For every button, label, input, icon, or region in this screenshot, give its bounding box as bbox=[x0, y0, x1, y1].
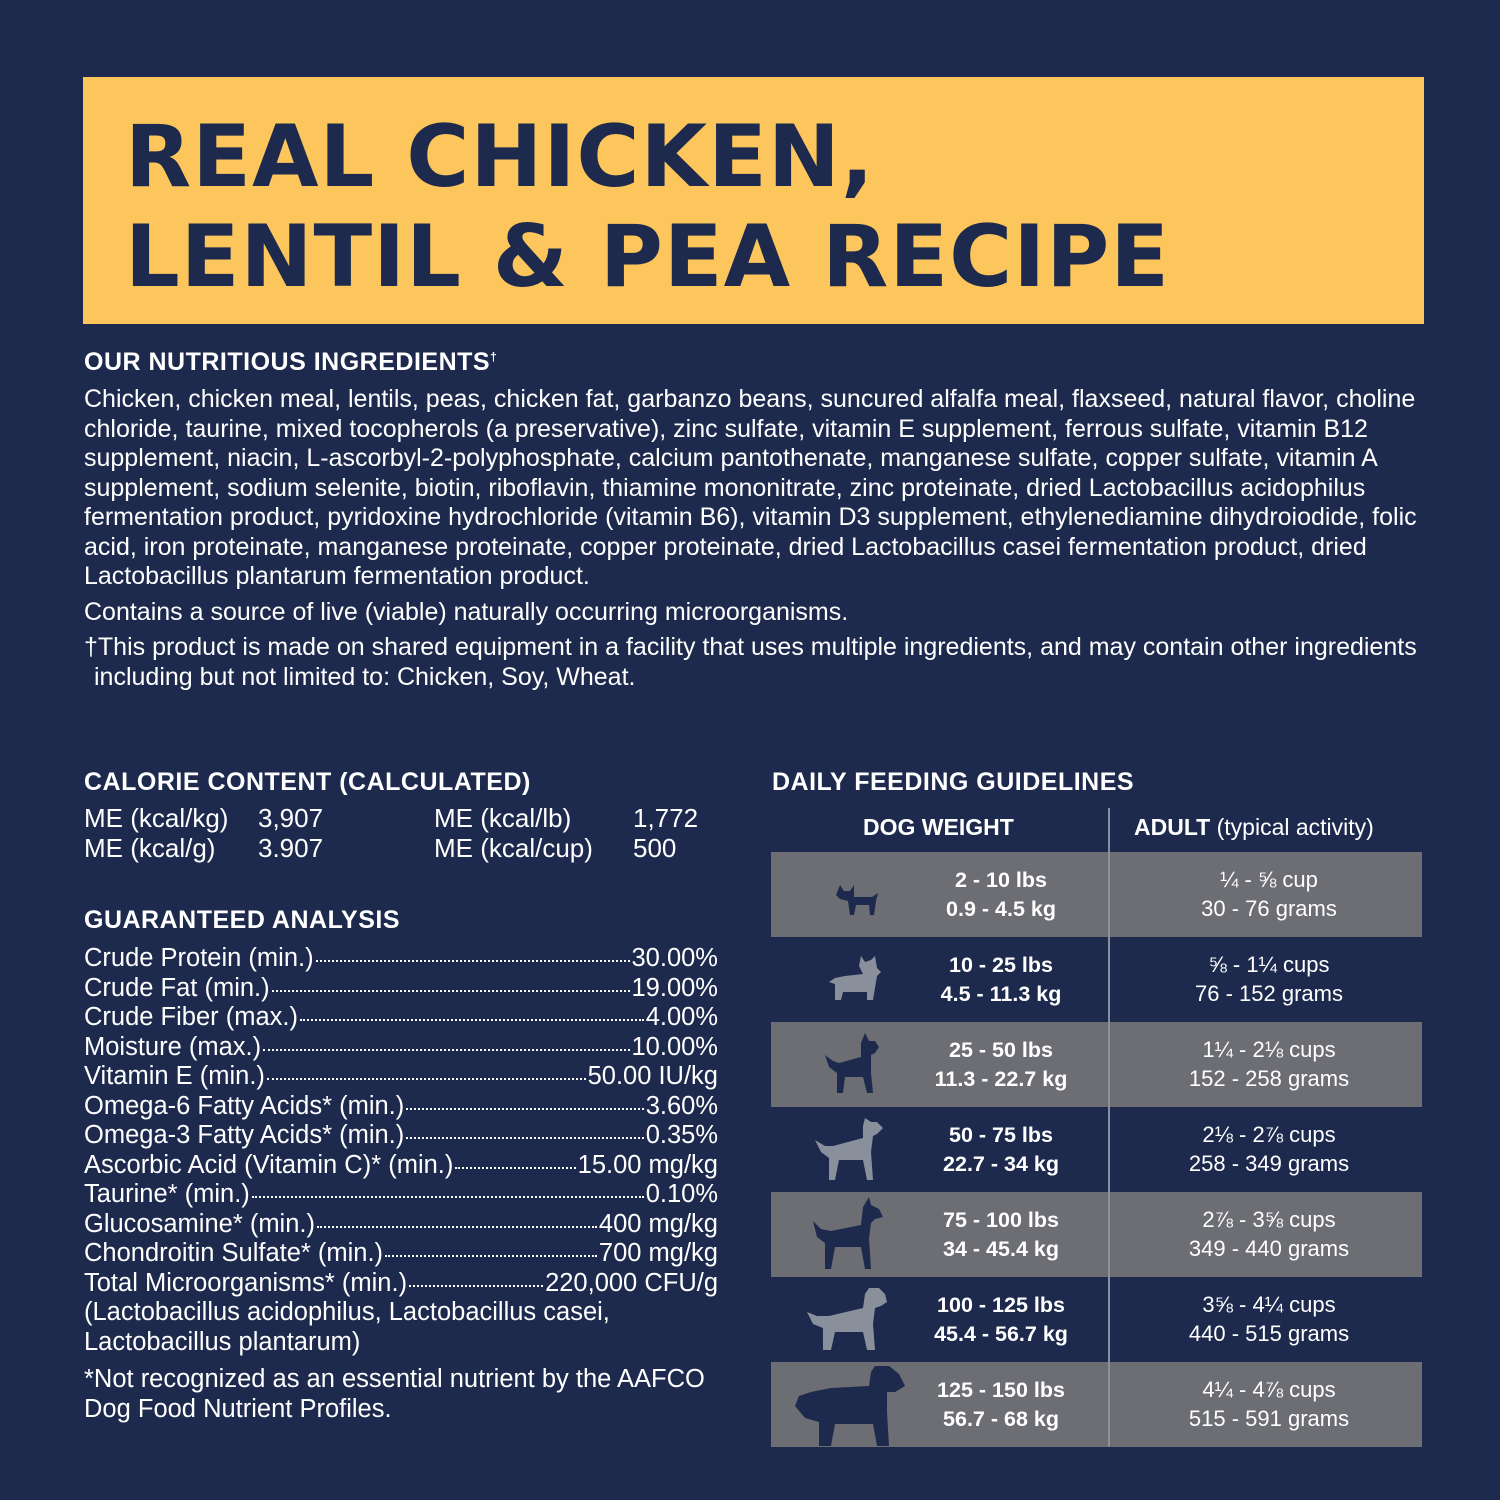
feeding-row bbox=[771, 1022, 1422, 1107]
aafco-footnote: *Not recognized as an essential nutrient by the AAFCO Dog Food Nutrient Profiles. bbox=[84, 1365, 705, 1423]
analysis-label: Vitamin E (min.) bbox=[84, 1062, 265, 1090]
analysis-value: 0.10% bbox=[645, 1180, 718, 1208]
amount-grams: 30 - 76 grams bbox=[1201, 895, 1337, 921]
amount-cups: 2⅛ - 2⅞ cups bbox=[1202, 1122, 1336, 1147]
dot-leader bbox=[406, 1108, 643, 1110]
calorie-label: ME (kcal/cup) bbox=[434, 833, 593, 863]
analysis-value: 3.60% bbox=[645, 1091, 718, 1120]
calorie-heading: CALORIE CONTENT (CALCULATED) bbox=[84, 768, 531, 796]
analysis-label: Crude Fiber (max.) bbox=[84, 1003, 298, 1031]
analysis-value: 400 mg/kg bbox=[598, 1209, 718, 1238]
amount-cell bbox=[1116, 1206, 1422, 1263]
amount-cups: 2⅞ - 3⅝ cups bbox=[1202, 1207, 1336, 1232]
amount-cell bbox=[1116, 1291, 1422, 1348]
analysis-row bbox=[84, 974, 718, 1004]
dot-leader bbox=[272, 990, 630, 992]
analysis-row bbox=[84, 1151, 718, 1181]
analysis-label: Crude Protein (min.) bbox=[84, 944, 314, 972]
analysis-row bbox=[84, 1033, 718, 1063]
weight-lbs: 100 - 125 lbs bbox=[937, 1293, 1065, 1317]
analysis-row bbox=[84, 1003, 718, 1033]
analysis-label: Omega-6 Fatty Acids* (min.) bbox=[84, 1091, 405, 1120]
analysis-row bbox=[84, 1180, 718, 1210]
amount-cell bbox=[1116, 1376, 1422, 1433]
analysis-label: Chondroitin Sulfate* (min.) bbox=[84, 1239, 384, 1267]
feeding-row bbox=[771, 1192, 1422, 1277]
amount-cups: 3⅝ - 4¼ cups bbox=[1202, 1292, 1336, 1317]
analysis-value: 4.00% bbox=[645, 1003, 718, 1031]
calorie-label: ME (kcal/lb) bbox=[434, 803, 572, 833]
amount-cell bbox=[1116, 951, 1422, 1008]
dot-leader bbox=[406, 1137, 643, 1139]
amount-grams: 515 - 591 grams bbox=[1188, 1405, 1350, 1431]
analysis-value: 19.00% bbox=[631, 973, 718, 1002]
analysis-value: 15.00 mg/kg bbox=[577, 1150, 718, 1179]
ingredients-list: Chicken, chicken meal, lentils, peas, chicken fat, garbanzo beans, suncured alfalfa meal, flaxseed, natural flavor, choline chloride, taurine, mixed tocopherols (a preservative), zinc sulfate, vitamin E supplement, ferrous sulfate, vitamin B12 supplement, niacin, L-ascorbyl-2-polyphosphate, calcium pantothenate, manganese sulfate, copper sulfate, vitamin A supplement, sodium selenite, biotin, riboflavin, thiamine mononitrate, zinc proteinate, dried Lactobacillus acidophilus fermentation product, pyridoxine hydrochloride (vitamin B6), vitamin D3 supplement, ethylenediamine dihydroiodide, folic acid, iron proteinate, manganese proteinate, copper proteinate, dried Lactobacillus casei fermentation product, dried Lactobacillus plantarum fermentation product. bbox=[84, 385, 1417, 590]
calorie-label: ME (kcal/g) bbox=[84, 833, 216, 863]
calorie-value: 3,907 bbox=[258, 803, 324, 833]
feeding-row bbox=[771, 1362, 1422, 1447]
weight-kg: 4.5 - 11.3 kg bbox=[940, 981, 1062, 1006]
analysis-value: 30.00% bbox=[631, 944, 718, 972]
weight-kg: 34 - 45.4 kg bbox=[943, 1236, 1059, 1261]
amount-grams: 258 - 349 grams bbox=[1188, 1150, 1350, 1176]
weight-cell bbox=[916, 1291, 1086, 1348]
analysis-value: 220,000 CFU/g bbox=[545, 1268, 718, 1297]
feeding-row bbox=[771, 937, 1422, 1022]
analysis-label: Glucosamine* (min.) bbox=[84, 1209, 315, 1238]
feeding-row bbox=[771, 1277, 1422, 1362]
amount-grams: 76 - 152 grams bbox=[1195, 980, 1343, 1006]
analysis-row bbox=[84, 1210, 718, 1240]
dagger-mark: † bbox=[490, 350, 498, 364]
facility-note: †This product is made on shared equipment in a facility that uses multiple ingredients, and may contain other ingredients including but not limited to: Chicken, Soy, Wheat. bbox=[84, 633, 1417, 691]
weight-kg: 0.9 - 4.5 kg bbox=[946, 896, 1056, 921]
amount-cell bbox=[1116, 1121, 1422, 1178]
weight-cell bbox=[916, 1206, 1086, 1263]
analysis-label: Omega-3 Fatty Acids* (min.) bbox=[84, 1121, 405, 1149]
small-dog-icon bbox=[823, 942, 893, 1017]
weight-cell bbox=[916, 951, 1086, 1008]
large-dog-icon bbox=[811, 1112, 891, 1187]
weight-kg: 45.4 - 56.7 kg bbox=[934, 1321, 1068, 1346]
analysis-value: 50.00 IU/kg bbox=[587, 1062, 718, 1090]
amount-grams: 152 - 258 grams bbox=[1188, 1065, 1350, 1091]
weight-cell bbox=[916, 1121, 1086, 1178]
analysis-value: 10.00% bbox=[631, 1032, 718, 1061]
feeding-row bbox=[771, 1107, 1422, 1192]
dot-leader bbox=[267, 1078, 586, 1080]
weight-kg: 56.7 - 68 kg bbox=[943, 1406, 1059, 1431]
dot-leader bbox=[455, 1167, 575, 1169]
weight-cell bbox=[916, 866, 1086, 923]
giant-dog-icon bbox=[803, 1282, 898, 1357]
weight-kg: 11.3 - 22.7 kg bbox=[934, 1066, 1068, 1091]
calorie-value: 500 bbox=[633, 833, 677, 863]
dot-leader bbox=[317, 1226, 597, 1228]
weight-lbs: 10 - 25 lbs bbox=[949, 953, 1053, 977]
amount-cups: ⅝ - 1¼ cups bbox=[1208, 952, 1330, 977]
calorie-value: 1,772 bbox=[633, 803, 699, 833]
weight-kg: 22.7 - 34 kg bbox=[943, 1151, 1059, 1176]
analysis-label: Ascorbic Acid (Vitamin C)* (min.) bbox=[84, 1150, 454, 1179]
analysis-row bbox=[84, 1121, 718, 1151]
dot-leader bbox=[409, 1285, 543, 1287]
calorie-label: ME (kcal/kg) bbox=[84, 803, 229, 833]
analysis-row bbox=[84, 1062, 718, 1092]
ingredients-heading: OUR NUTRITIOUS INGREDIENTS† bbox=[84, 348, 498, 376]
column-divider bbox=[1108, 808, 1110, 1447]
analysis-row bbox=[84, 1269, 718, 1299]
amount-grams: 440 - 515 grams bbox=[1188, 1320, 1350, 1346]
dot-leader bbox=[300, 1019, 644, 1021]
analysis-value: 700 mg/kg bbox=[598, 1239, 718, 1267]
weight-lbs: 25 - 50 lbs bbox=[949, 1038, 1053, 1062]
analysis-label: Taurine* (min.) bbox=[84, 1180, 250, 1208]
feeding-heading: DAILY FEEDING GUIDELINES bbox=[772, 768, 1135, 796]
amount-cell bbox=[1116, 1036, 1422, 1093]
amount-cups: 1¼ - 2⅛ cups bbox=[1202, 1037, 1336, 1062]
dot-leader bbox=[316, 960, 630, 962]
microorganism-strains: (Lactobacillus acidophilus, Lactobacillus casei, Lactobacillus plantarum) bbox=[84, 1298, 610, 1356]
tiny-dog-icon bbox=[826, 857, 896, 932]
analysis-label: Moisture (max.) bbox=[84, 1032, 262, 1061]
weight-cell bbox=[916, 1376, 1086, 1433]
weight-lbs: 2 - 10 lbs bbox=[954, 868, 1047, 892]
analysis-label: Crude Fat (min.) bbox=[84, 973, 270, 1002]
analysis-row bbox=[84, 944, 718, 974]
medium-dog-icon bbox=[821, 1027, 891, 1102]
weight-lbs: 125 - 150 lbs bbox=[937, 1378, 1065, 1402]
calorie-value: 3.907 bbox=[258, 833, 324, 863]
dot-leader bbox=[385, 1255, 597, 1257]
analysis-row bbox=[84, 1092, 718, 1122]
analysis-heading: GUARANTEED ANALYSIS bbox=[84, 906, 401, 934]
title-line-2: LENTIL & PEA RECIPE bbox=[125, 207, 1170, 307]
newfoundland-dog-icon bbox=[791, 1362, 911, 1447]
amount-cups: ¼ - ⅝ cup bbox=[1220, 867, 1318, 892]
analysis-value: 0.35% bbox=[645, 1121, 718, 1149]
title-line-1: REAL CHICKEN, bbox=[125, 107, 875, 207]
weight-column-header: DOG WEIGHT bbox=[863, 814, 1014, 840]
dot-leader bbox=[252, 1196, 644, 1198]
weight-lbs: 75 - 100 lbs bbox=[943, 1208, 1059, 1232]
feeding-table bbox=[771, 808, 1422, 1447]
feeding-row bbox=[771, 852, 1422, 937]
microorganisms-note: Contains a source of live (viable) naturally occurring microorganisms. bbox=[84, 597, 849, 626]
amount-grams: 349 - 440 grams bbox=[1188, 1235, 1350, 1261]
weight-cell bbox=[916, 1036, 1086, 1093]
analysis-row bbox=[84, 1239, 718, 1269]
analysis-list bbox=[84, 944, 718, 1424]
amount-cups: 4¼ - 4⅞ cups bbox=[1202, 1377, 1336, 1402]
amount-cell bbox=[1116, 866, 1422, 923]
analysis-label: Total Microorganisms* (min.) bbox=[84, 1268, 408, 1297]
weight-lbs: 50 - 75 lbs bbox=[949, 1123, 1053, 1147]
great-dane-icon bbox=[809, 1197, 889, 1272]
dot-leader bbox=[263, 1049, 629, 1051]
ingredients-section bbox=[84, 385, 1424, 692]
adult-column-header: ADULT (typical activity) bbox=[1134, 814, 1374, 840]
title-banner bbox=[83, 77, 1424, 324]
